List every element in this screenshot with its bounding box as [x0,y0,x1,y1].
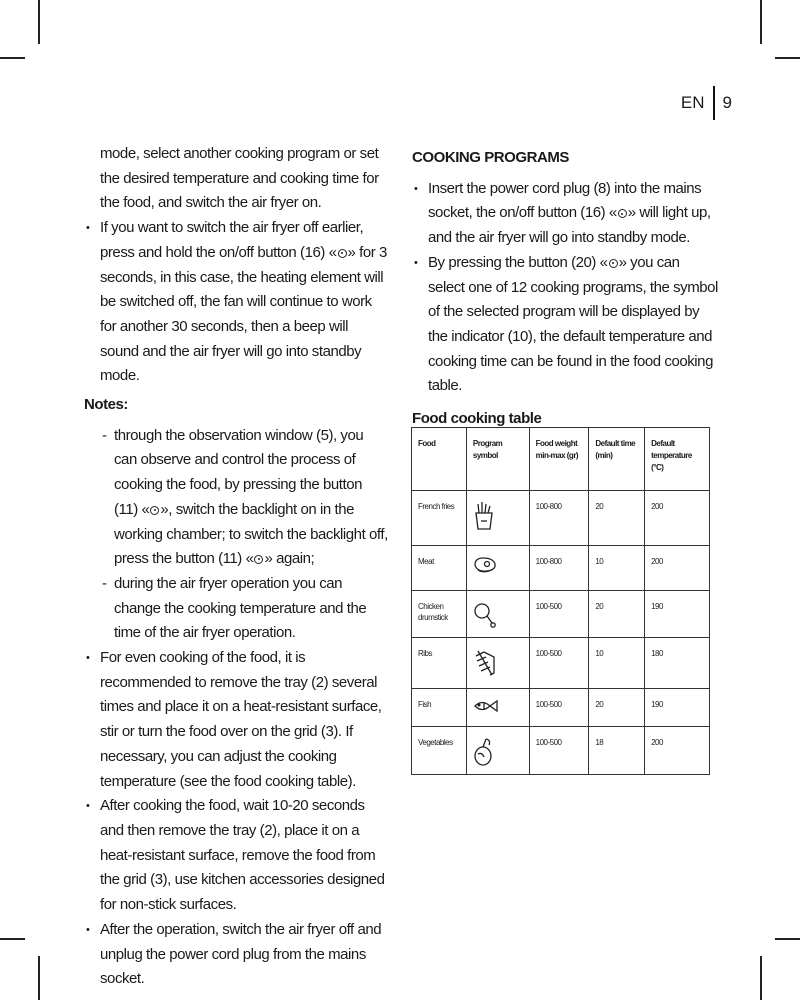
symbol-cell [466,638,529,689]
table-row [412,491,710,546]
crop-mark [760,956,762,1000]
dash-item: - during the air fryer operation you can change the cooking temperature and the time of the air fryer operation. [102,574,367,642]
symbol-cell [466,491,529,546]
time-cell: 20 [589,591,645,638]
temp-cell: 180 [645,638,710,689]
crop-mark [38,956,40,1000]
weight-cell: 100-500 [529,638,589,689]
food-cell: French fries [412,491,467,546]
header-cell: Default temperature (°C) [645,428,710,491]
time-cell: 10 [589,546,645,591]
crop-mark [0,57,25,59]
table-row [412,689,710,727]
table-title: Food cooking table [412,410,542,428]
time-cell: 18 [589,727,645,775]
header-cell: Default time (min) [589,428,645,491]
temp-cell: 190 [645,689,710,727]
drumstick-icon [473,601,497,629]
fish-icon [473,699,499,713]
light-icon [254,555,263,564]
program-icon [609,259,618,268]
right-column [412,142,718,432]
light-icon [150,506,159,515]
bullet-item: • Insert the power cord plug (8) into the mains socket, the on/off button (16) « » will light up, and the air fryer will go into standby mode. [412,177,718,251]
weight-cell: 100-800 [529,546,589,591]
time-cell: 10 [589,638,645,689]
temp-cell: 200 [645,727,710,775]
fries-icon [473,501,495,531]
bullet-item: • If you want to switch the air fryer off earlier, press and hold the on/off button (16) « » for 3 seconds, in this case, the heating element will be switched off, the fan will continue to work for another 30 seconds, then a beep will sound and the air fryer will go into standby mode. [84,216,388,389]
header-divider [713,86,715,120]
bullet-item: • After the operation, switch the air fryer off and unplug the power cord plug from the mains socket. [84,918,388,992]
time-cell: 20 [589,491,645,546]
paragraph: mode, select another cooking program or set the desired temperature and cooking time for the food, and switch the air fryer on. [100,145,379,212]
table-row [412,638,710,689]
power-icon [618,209,627,218]
crop-mark [775,938,800,940]
header-cell: Food [412,428,467,491]
weight-cell: 100-800 [529,491,589,546]
symbol-cell [466,689,529,727]
language-code: EN [680,93,705,112]
header-cell: Food weight min-max (gr) [529,428,589,491]
food-cell: Ribs [412,638,467,689]
time-cell: 20 [589,689,645,727]
table-row [412,727,710,775]
symbol-cell [466,591,529,638]
bullet-item: • After cooking the food, wait 10-20 seconds and then remove the tray (2), place it on a heat-resistant surface, remove the food from the grid (3), use kitchen accessories designed for non-stick surfaces. [84,794,388,918]
ribs-icon [473,648,497,678]
notes-heading: Notes: [84,396,128,414]
food-cell: Fish [412,689,467,727]
table-header-row [412,428,710,491]
temp-cell: 200 [645,546,710,591]
vegetables-icon [473,737,495,767]
weight-cell: 100-500 [529,727,589,775]
header-cell: Program symbol [466,428,529,491]
food-cell: Meat [412,546,467,591]
bullet-item: • By pressing the button (20) « » you can select one of 12 cooking programs, the symbol of the selected program will be displayed by the indicator (10), the default temperature and cooking time can be found in the food cooking table. [412,251,718,399]
crop-mark [760,0,762,44]
section-heading: COOKING PROGRAMS [412,149,569,166]
table-row [412,546,710,591]
food-cooking-table [411,427,710,775]
power-icon [338,249,347,258]
crop-mark [775,57,800,59]
table-row [412,591,710,638]
steak-icon [473,556,497,574]
crop-mark [38,0,40,44]
food-cell: Chicken drumstick [412,591,467,638]
bullet-item: • For even cooking of the food, it is recommended to remove the tray (2) several times and place it on a heat-resistant surface, stir or turn the food over on the grid (3). If necessary, you can adjust the cooking temperature (see the food cooking table). [84,646,388,794]
weight-cell: 100-500 [529,591,589,638]
food-cell: Vegetables [412,727,467,775]
temp-cell: 190 [645,591,710,638]
weight-cell: 100-500 [529,689,589,727]
dash-item: - through the observation window (5), you can observe and control the process of cooking the food, by pressing the button (11) « », switch the backlight on in the working chamber; to switch the backlight off, press the button (11) « » again; [102,426,388,568]
symbol-cell [466,727,529,775]
temp-cell: 200 [645,491,710,546]
symbol-cell [466,546,529,591]
left-column [84,142,388,992]
page-header [681,86,732,120]
crop-mark [0,938,25,940]
page-number: 9 [722,93,732,112]
